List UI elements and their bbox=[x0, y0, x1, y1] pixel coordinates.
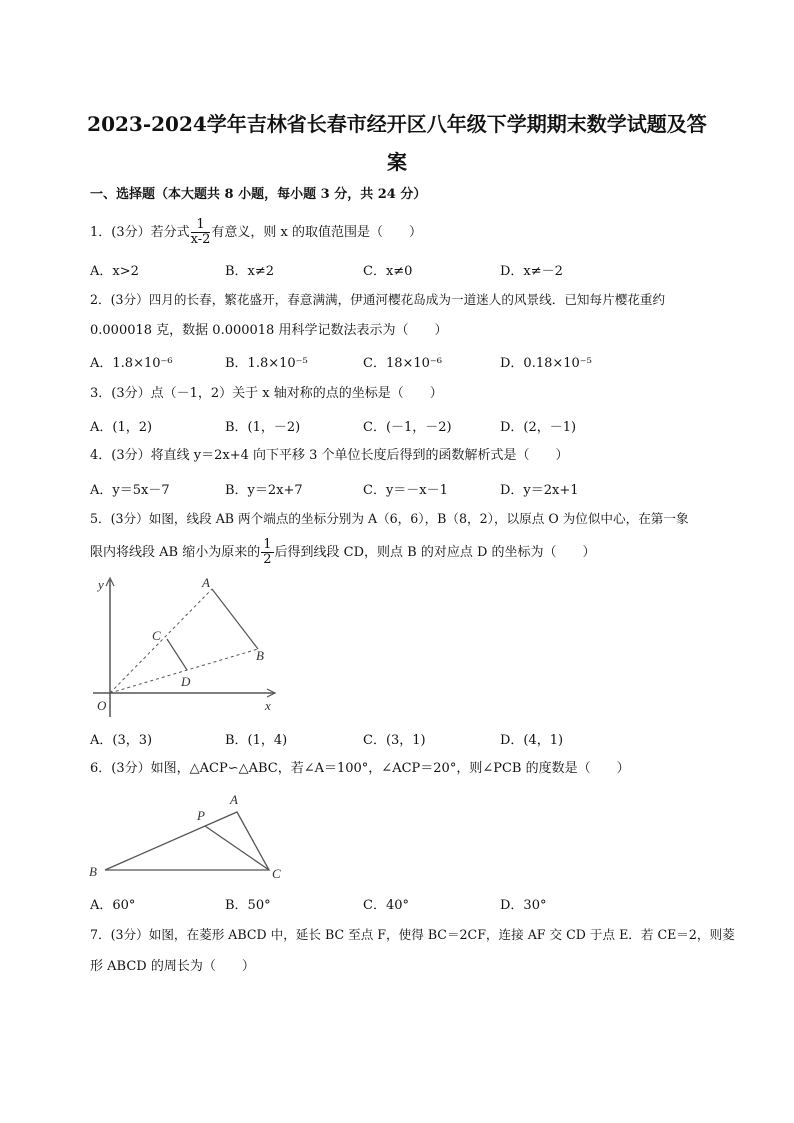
q5-option-d: D．(4，1) bbox=[500, 733, 564, 748]
q5-line2-prefix: 限内将线段 AB 缩小为原来的 bbox=[90, 545, 261, 560]
q6-option-a: A．60° bbox=[90, 898, 136, 913]
q2-option-d: D．0.18×10⁻⁵ bbox=[500, 356, 592, 371]
fraction bbox=[191, 218, 211, 247]
fraction-numerator: 1 bbox=[191, 218, 211, 233]
q5-option-b: B．(1，4) bbox=[225, 733, 288, 748]
label-o: O bbox=[97, 698, 107, 713]
q1-suffix: 有意义，则 x 的取值范围是（ ） bbox=[211, 225, 423, 240]
q2-option-c: C．18×10⁻⁶ bbox=[363, 356, 442, 371]
q2-option-a: A．1.8×10⁻⁶ bbox=[90, 356, 173, 371]
label-b: B bbox=[89, 864, 97, 879]
q3-option-d: D．(2，－1) bbox=[500, 420, 577, 435]
question-2-line1: 2．(3分）四月的长春，繁花盛开，春意满满，伊通河樱花岛成为一道迷人的风景线．已知每片樱花重约 bbox=[90, 292, 666, 307]
q3-option-c: C．(－1，－2) bbox=[363, 420, 452, 435]
fraction-numerator: 1 bbox=[263, 537, 272, 552]
triangle-abc bbox=[105, 812, 269, 870]
segment-pc bbox=[205, 826, 269, 870]
q4-option-c: C．y＝－x－1 bbox=[363, 483, 448, 498]
q3-option-b: B．(1，－2) bbox=[225, 420, 301, 435]
question-2-line2: 0.000018 克，数据 0.000018 用科学记数法表示为（ ） bbox=[90, 323, 448, 338]
label-a: A bbox=[230, 792, 238, 807]
label-c: C bbox=[152, 628, 161, 643]
label-x: x bbox=[265, 698, 271, 713]
q1-option-d: D．x≠－2 bbox=[500, 264, 563, 279]
label-d: D bbox=[181, 674, 191, 689]
q4-option-d: D．y＝2x+1 bbox=[500, 483, 579, 498]
triangle-figure bbox=[85, 788, 295, 888]
question-5-line1: 5．(3分）如图，线段 AB 两个端点的坐标分别为 A（6，6），B（8，2），以原点 O 为位似中心，在第一象 bbox=[90, 511, 689, 526]
coordinate-figure bbox=[85, 572, 285, 722]
question-1 bbox=[90, 218, 422, 247]
q4-option-a: A．y＝5x－7 bbox=[90, 483, 170, 498]
document-title-line2: 案 bbox=[387, 150, 407, 174]
question-5-line2 bbox=[90, 538, 596, 567]
segment-cd bbox=[167, 639, 187, 670]
line-oa bbox=[110, 589, 212, 693]
question-4: 4．(3分）将直线 y＝2x+4 向下平移 3 个单位长度后得到的函数解析式是（ ） bbox=[90, 448, 569, 463]
document-title-line1: 2023-2024学年吉林省长春市经开区八年级下学期期末数学试题及答 bbox=[87, 112, 707, 136]
q3-option-a: A．(1，2) bbox=[90, 420, 153, 435]
q6-option-b: B．50° bbox=[225, 898, 271, 913]
question-7-line1: 7．(3分）如图，在菱形 ABCD 中，延长 BC 至点 F，使得 BC＝2CF，连接 AF 交 CD 于点 E．若 CE＝2，则菱 bbox=[90, 927, 735, 942]
q6-option-d: D．30° bbox=[500, 898, 547, 913]
label-y: y bbox=[98, 577, 104, 592]
q6-option-c: C．40° bbox=[363, 898, 409, 913]
label-a: A bbox=[202, 575, 210, 590]
segment-ab bbox=[212, 589, 258, 649]
fraction-denominator: x-2 bbox=[190, 232, 211, 247]
label-p: P bbox=[197, 808, 205, 823]
section-heading: 一、选择题（本大题共 8 小题，每小题 3 分，共 24 分） bbox=[90, 187, 427, 202]
q4-option-b: B．y＝2x+7 bbox=[225, 483, 303, 498]
fraction-denominator: 2 bbox=[263, 552, 272, 567]
q1-option-c: C．x≠0 bbox=[363, 264, 413, 279]
label-c: C bbox=[272, 866, 281, 881]
question-3: 3．(3分）点（－1，2）关于 x 轴对称的点的坐标是（ ） bbox=[90, 386, 443, 401]
q5-option-c: C．(3，1) bbox=[363, 733, 426, 748]
q1-option-b: B．x≠2 bbox=[225, 264, 275, 279]
question-6: 6．(3分）如图，△ACP∽△ABC，若∠A＝100°，∠ACP＝20°，则∠PCB 的度数是（ ） bbox=[90, 761, 630, 776]
q2-option-b: B．1.8×10⁻⁵ bbox=[225, 356, 308, 371]
label-b: B bbox=[256, 648, 264, 663]
q1-option-a: A．x>2 bbox=[90, 264, 139, 279]
q5-line2-suffix: 后得到线段 CD，则点 B 的对应点 D 的坐标为（ ） bbox=[274, 545, 596, 560]
q5-option-a: A．(3，3) bbox=[90, 733, 153, 748]
fraction bbox=[261, 538, 273, 567]
q1-prefix: 1．(3分）若分式 bbox=[90, 225, 190, 240]
question-7-line2: 形 ABCD 的周长为（ ） bbox=[90, 959, 255, 974]
